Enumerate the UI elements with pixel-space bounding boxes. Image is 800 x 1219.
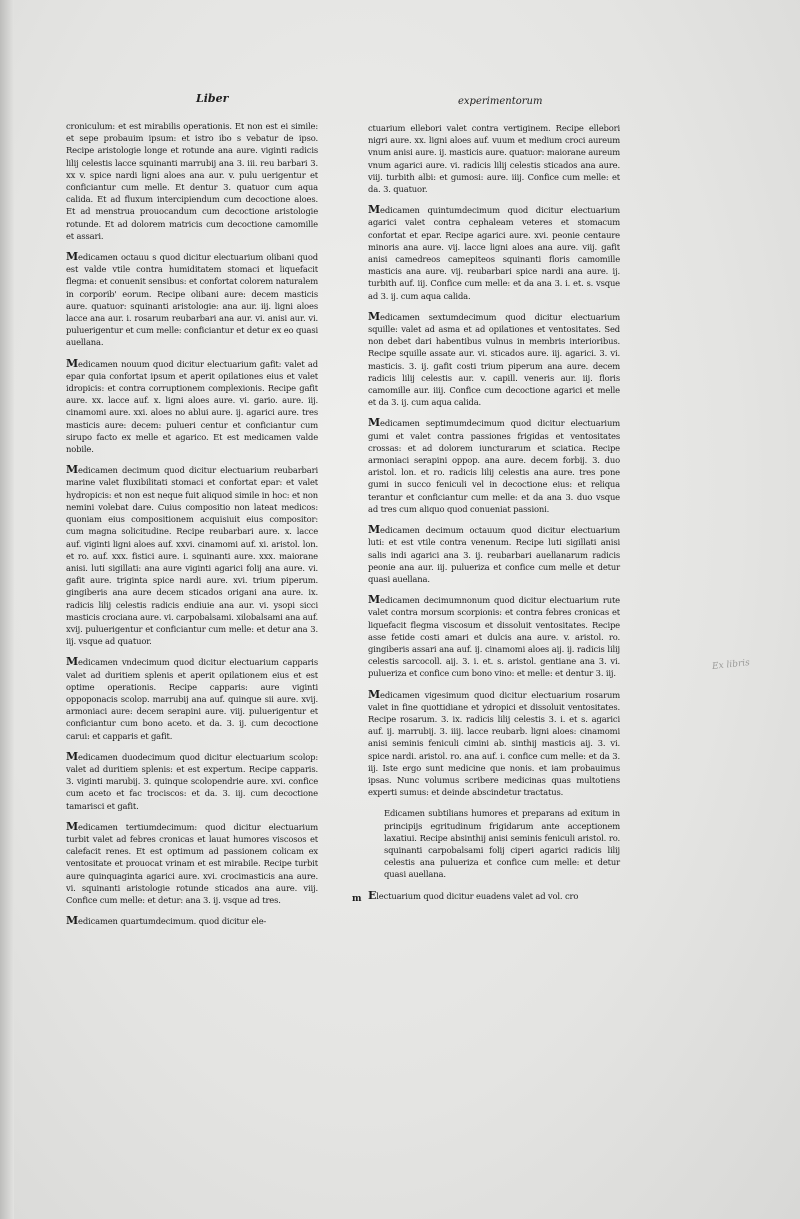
paragraph: Medicamen sextumdecimum quod dicitur electuarium squille: valet ad asma et ad opilationes et ventositates. Sed non debet dari habentibus vulnus in membris interioribus. Recipe squille assate aur. vi. sticados aure. iij. agarici. 3. vi. masticis. 3. ij. gafit costi trium piperum ana aure. decem radicis lilij celestis aur. v. capill. veneris aur. iij. floris camomille aur. iiij. Confice cum decoctione agarici et melle et da 3. ij. cum aqua calida. [368,309,620,408]
paragraph: Medicamen tertiumdecimum: quod dicitur electuarium turbit valet ad febres cronicas et lauat humores viscosos et calefacit renes. Et est optimum ad passionem colicam ex ventositate et prouocat vrinam et est mirabile. Recipe turbit aure quinquaginta agarici aure. xvi. crocimasticis ana aure. vi. squinanti aristologie rotunde sticados ana aure. viij. Confice cum melle: et detur: ana 3. ij. vsque ad tres. [66,819,318,905]
text-column-left [66,120,318,936]
running-head-left: Liber [196,92,229,105]
paragraph: Medicamen decimumnonum quod dicitur electuarium rute valet contra morsum scorpionis: et contra febres cronicas et liquefacit flegma viscosum et dissoluit ventositates. Recipe asse fetide costi amari et dulcis ana aure. v. aristol. ro. gingiberis assari ana auf. ij. cinamomi aloes aij. ij. radicis lilij celestis sarcocoll. aij. 3. i. et. s. aristol. gentiane ana 3. vi. pulueriza et confice cum bono vino: et melle: et dentur 3. iij. [368,593,620,679]
page-gutter-shadow [0,0,14,1219]
paragraph: Medicamen decimum octauum quod dicitur electuarium luti: et est vtile contra venenum. Recipe luti sigillati anisi salis indi agarici ana 3. ij. reubarbari auellanarum radicis peonie ana aur. iij. pulueriza et confice cum melle et detur quasi auellana. [368,523,620,584]
paragraph: Medicamen duodecimum quod dicitur electuarium scolop: valet ad duritiem splenis: et est expertum. Recipe capparis. 3. viginti marubij. 3. quinque scolopendrie aure. xvi. confice cum aceto et fac trociscos: et da. 3. iij. cum decoctione tamarisci et gafit. [66,749,318,811]
paragraph: Medicamen septimumdecimum quod dicitur electuarium gumi et valet contra passiones frigidas et ventositates crossas: et ad dolorem iuncturarum et sciatica. Recipe armoniaci serapini oppop. ana aure. decem forbij. 3. duo aristol. lon. et ro. radicis lilij celestis ana aure. tres pone gumi in succo feniculi vel in decoctione eius: et reliqua terantur et conficiantur cum melle: et da ana 3. duo vsque ad tres cum aliquo quod conueniat passioni. [368,416,620,514]
paragraph: Medicamen octauu s quod dicitur electuarium olibani quod est valde vtile contra humiditatem stomaci et liquefacit flegma: et conuenit sensibus: et confortat colorem naturalem in corporib' eorum. Recipe olibani aure: decem masticis aure. quatuor: squinanti aristologie: ana aur. iij. ligni aloes lacce ana aur. i. rosarum reubarbari ana aur. vi. anisi aur. vi. puluerigentur et cum melle: conficiantur et detur ex eo quasi auellana. [66,250,318,348]
paragraph: Medicamen quintumdecimum quod dicitur electuarium agarici valet contra cephaleam veteres et stomacum confortat et epar. Recipe agarici aure. xvi. peonie centaure minoris ana aure. vij. lacce ligni aloes ana aure. viij. gafit anisi camedreos camepiteos squinanti floris camomille masticis ana aure. vij. reubarbari spice nardi ana aure. ij. turbith auf. iij. Confice cum melle: et da ana 3. i. et. s. vsque ad 3. ij. cum aqua calida. [368,203,620,301]
text-column-right [368,122,620,911]
paragraph: Medicamen nouum quod dicitur electuarium gafit: valet ad epar quia confortat ipsum et aperit opilationes eius et valet idropicis: et contra corruptionem complexionis. Recipe gafit aure. xx. lacce auf. x. ligni aloes aure. vi. gario. aure. iij. cinamomi aure. xxi. aloes no ablui aure. ij. agarici aure. tres masticis aure: decem: pulueri centur et conficiantur cum sirupo facto ex melle et agarico. Et est medicamen valde nobile. [66,356,318,455]
paragraph: ctuarium ellebori valet contra vertiginem. Recipe ellebori nigri aure. xx. ligni aloes auf. vuum et medium croci aureum vnum anisi aure. ij. masticis aure. quatuor: maiorane aureum vnum agarici aure. vi. radicis lilij celestis sticados ana aure. viij. turbith albi: et gumosi: aure. iiij. Confice cum melle: et da. 3. quatuor. [368,123,620,195]
paragraph: Medicamen decimum quod dicitur electuarium reubarbari marine valet fluxibilitati stomaci et confortat epar: et valet hydropicis: et non est neque fuit aliquod simile in hoc: et non nemini volebat dare. Cuius compositio non lateat medicos: quoniam eius compositionem acquisiuit eius compositor: cum magna solicitudine. Recipe reubarbari aure. x. lacce auf. viginti ligni aloes auf. xxvi. cinamomi auf. xi. aristol. lon. et ro. auf. xxx. fistici aure. i. squinanti aure. xxx. maiorane anisi. luti sigillati: ana aure viginti agarici folij ana aure. vi. gafit aure. triginta spice nardi aure. xvi. trium piperum. gingiberis ana aure decem sticados origani ana aure. ix. radicis lilij celestis radicis endiuie ana aur. vi. ysopi sicci masticis crociana aure. vi. carpobalsami. xilobalsami ana auf. xvij. puluerigentur et conficiantur cum melle: et detur ana 3. iij. vsque ad quatuor. [66,463,318,647]
marginal-scribble: Ex libris [711,658,751,672]
paragraph: croniculum: et est mirabilis operationis. Et non est ei simile: et sepe probauim ipsum: et istro ibo s vebatur de ipso. Recipe aristologie longe et rotunde ana aure. viginti radicis lilij celestis lacce squinanti marrubij ana 3. iii. reu barbari 3. xx v. spice nardi ligni aloes ana aur. v. pulu uerigentur et conficiantur cum melle. Et dentur 3. quatuor cum aqua calida. Et ad fluxum intercipiendum cum decoctione aloes. Et ad menstrua prouocandum cum decoctione aristologie rotunde. Et ad dolorem matricis cum decoctione camomille et assari. [66,121,318,241]
paragraph: Medicamen vigesimum quod dicitur electuarium rosarum valet in fine quottidiane et ydropici et dissoluit ventositates. Recipe rosarum. 3. ix. radicis lilij celestis 3. i. et s. agarici auf. ij. marrubij. 3. iiij. lacce reubarb. ligni aloes: cinamomi anisi seminis feniculi cimini ab. sinthij masticis aij. 3. vi. spice nardi. aristol. ro. ana auf. i. confice cum melle: et da 3. iij. Iste ergo sunt medicine que nonis. et iam probauimus ipsas. Nunc volumus scribere medicinas quas multotiens experti sumus: et deinde abscindetur tractatus. [368,687,620,798]
running-head-right: experimentorum [458,96,543,107]
paragraph: Medicamen quartumdecimum. quod dicitur ele- [66,914,267,928]
paragraph: Medicamen vndecimum quod dicitur electuarium capparis valet ad duritiem splenis et aperit opilationem eius et est optime operationis. Recipe capparis: aure viginti oppoponacis scolop. marrubij ana auf. quinque sii aure. xvij. armoniaci aure: decem serapini aure. viij. puluerigentur et conficiantur cum bono aceto. et da. 3. ij. cum decoctione carui: et capparis et gafit. [66,655,318,741]
guide-letter: m [352,894,362,904]
paragraph: Edicamen subtilians humores et preparans ad exitum in principijs egritudinum frigidarum ante acceptionem laxatiui. Recipe absinthij anisi seminis feniculi aristol. ro. squinanti carpobalsami folij ciperi agarici radicis lilij celestis ana pulueriza et confice cum melle: et detur quasi auellana. [384,808,620,880]
paragraph: Electuarium quod dicitur euadens valet ad vol. cro [368,888,579,902]
